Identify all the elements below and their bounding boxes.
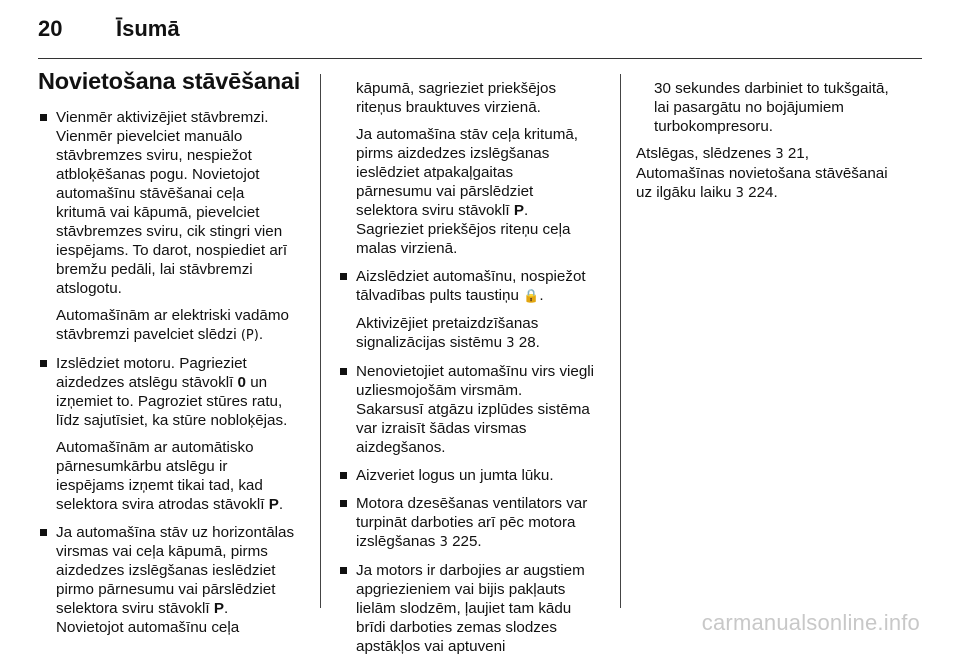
text-line: Automašīnām ar automātisko	[56, 439, 254, 456]
text-line: Ja motors ir darbojies ar augstiem	[356, 562, 585, 579]
text-line: apgriezieniem vai bijis pakļauts	[356, 581, 566, 598]
paragraph	[338, 125, 614, 258]
text-line: Novietojot automašīnu ceļa	[56, 619, 240, 636]
page-reference-arrow-icon: 3	[439, 535, 448, 550]
page-reference-arrow-icon: 3	[775, 147, 784, 162]
header-divider	[38, 58, 922, 59]
text-line: Izslēdziet motoru. Pagrieziet	[56, 355, 247, 372]
text-line: Sagrieziet priekšējos riteņu ceļa	[356, 221, 571, 238]
text-line: riteņus brauktuves virzienā.	[356, 99, 541, 116]
text-line: aizdedzes izslēgšanas ieslēdziet	[56, 562, 276, 579]
continued-text	[338, 79, 614, 117]
lock-button-icon: 🔒	[523, 289, 540, 304]
text-line: kritumā vai kāpumā, pievelciet	[56, 204, 260, 221]
text-line: kāpumā, sagrieziet priekšējos	[356, 80, 557, 97]
text-line: selektora sviru stāvoklī P.	[56, 600, 229, 617]
text-line: bremžu pedāli, lai stāvbremzi	[56, 261, 253, 278]
text-line: Motora dzesēšanas ventilators var	[356, 495, 588, 512]
page-reference-arrow-icon: 3	[735, 186, 744, 201]
text-line: Vienmēr pievelciet manuālo	[56, 128, 243, 145]
cross-reference: Atslēgas, slēdzenes 3 21,	[636, 145, 809, 162]
text-column-2	[338, 79, 614, 665]
page-number: 20	[38, 16, 63, 41]
text-line: aizdegšanos.	[356, 439, 446, 456]
section-heading: Novietošana stāvēšanai	[38, 68, 301, 94]
text-line: Sakarsusī atgāzu izplūdes sistēma	[356, 401, 590, 418]
bullet-item	[38, 108, 314, 345]
text-line: 30 sekundes darbiniet to tukšgaitā,	[654, 80, 889, 97]
text-line: stāvbremzi pavelciet slēdzi (P).	[56, 326, 264, 343]
text-line: selektora sviru stāvoklī P.	[356, 202, 529, 219]
bullet-item	[338, 362, 614, 457]
text-line: izslēgšanas 3 225.	[356, 533, 482, 550]
text-line: līdz sajutīsiet, ka stūre nobloķējas.	[56, 412, 288, 429]
text-line: stāvbremzes sviru, nespiežot	[56, 147, 252, 164]
text-line: turbokompresoru.	[654, 118, 774, 135]
text-line: Aizslēdziet automašīnu, nospiežot	[356, 268, 586, 285]
cross-reference: uz ilgāku laiku 3 224.	[636, 184, 778, 201]
text-column-1	[38, 108, 314, 646]
text-line: malas virzienā.	[356, 240, 458, 257]
text-line: tālvadības pults taustiņu 🔒.	[356, 287, 544, 304]
text-line: iespējams. To darot, nospiediet arī	[56, 242, 288, 259]
text-line: automašīnu stāvēšanai ceļa	[56, 185, 245, 202]
text-line: pārnesumkārbu atslēgu ir	[56, 458, 228, 475]
page-header	[38, 16, 922, 56]
text-line: uzliesmojošām virsmām.	[356, 382, 523, 399]
text-line: Ja automašīna stāv ceļa kritumā,	[356, 126, 579, 143]
text-line: apstākļos vai aptuveni	[356, 638, 506, 655]
text-line: Ja automašīna stāv uz horizontālas	[56, 524, 295, 541]
text-line: Automašīnām ar elektriski vadāmo	[56, 307, 289, 324]
continued-text	[636, 79, 922, 136]
text-line: pirmo pārnesumu vai pārslēdziet	[56, 581, 276, 598]
text-line: Aktivizējiet pretaizdzīšanas	[356, 315, 539, 332]
bullet-item	[38, 523, 314, 637]
text-line: atbloķēšanas pogu. Novietojot	[56, 166, 260, 183]
bullet-item	[38, 354, 314, 514]
parking-brake-icon: (P)	[240, 328, 259, 343]
text-line: Vienmēr aktivizējiet stāvbremzi.	[56, 109, 269, 126]
text-line: Automašīnas novietošana stāvēšanai	[636, 165, 888, 182]
column-divider-2	[620, 74, 621, 608]
bullet-item	[338, 466, 614, 485]
section-title: Īsumā	[116, 16, 180, 41]
watermark: carmanualsonline.info	[701, 610, 920, 635]
text-line: atslogotu.	[56, 280, 122, 297]
page-reference-arrow-icon: 3	[506, 336, 515, 351]
column-divider-1	[320, 74, 321, 608]
text-line: virsmas vai ceļa kāpumā, pirms	[56, 543, 268, 560]
text-line: ieslēdziet atpakaļgaitas	[356, 164, 514, 181]
text-line: izņemiet to. Pagroziet stūres ratu,	[56, 393, 283, 410]
text-line: Aizveriet logus un jumta lūku.	[356, 467, 554, 484]
bullet-item	[338, 494, 614, 552]
bullet-item	[338, 267, 614, 353]
text-line: brīdi darboties zemas slodzes	[356, 619, 557, 636]
text-column-3	[636, 79, 922, 211]
text-line: stāvbremzes sviru, cik stingri vien	[56, 223, 283, 240]
text-line: signalizācijas sistēmu 3 28.	[356, 334, 540, 351]
text-line: lielām slodzēm, ļaujiet tam kādu	[356, 600, 572, 617]
text-line: turpināt darboties arī pēc motora	[356, 514, 576, 531]
text-line: iespējams izņemt tikai tad, kad	[56, 477, 263, 494]
text-line: var izraisīt šādas virsmas	[356, 420, 527, 437]
text-line: pirms aizdedzes izslēgšanas	[356, 145, 550, 162]
text-line: lai pasargātu no bojājumiem	[654, 99, 844, 116]
text-line: aizdedzes atslēgu stāvoklī 0 un	[56, 374, 268, 391]
text-line: pārnesumu vai pārslēdziet	[356, 183, 534, 200]
text-line: Nenovietojiet automašīnu virs viegli	[356, 363, 595, 380]
text-line: selektora svira atrodas stāvoklī P.	[56, 496, 284, 513]
cross-references	[636, 144, 922, 203]
